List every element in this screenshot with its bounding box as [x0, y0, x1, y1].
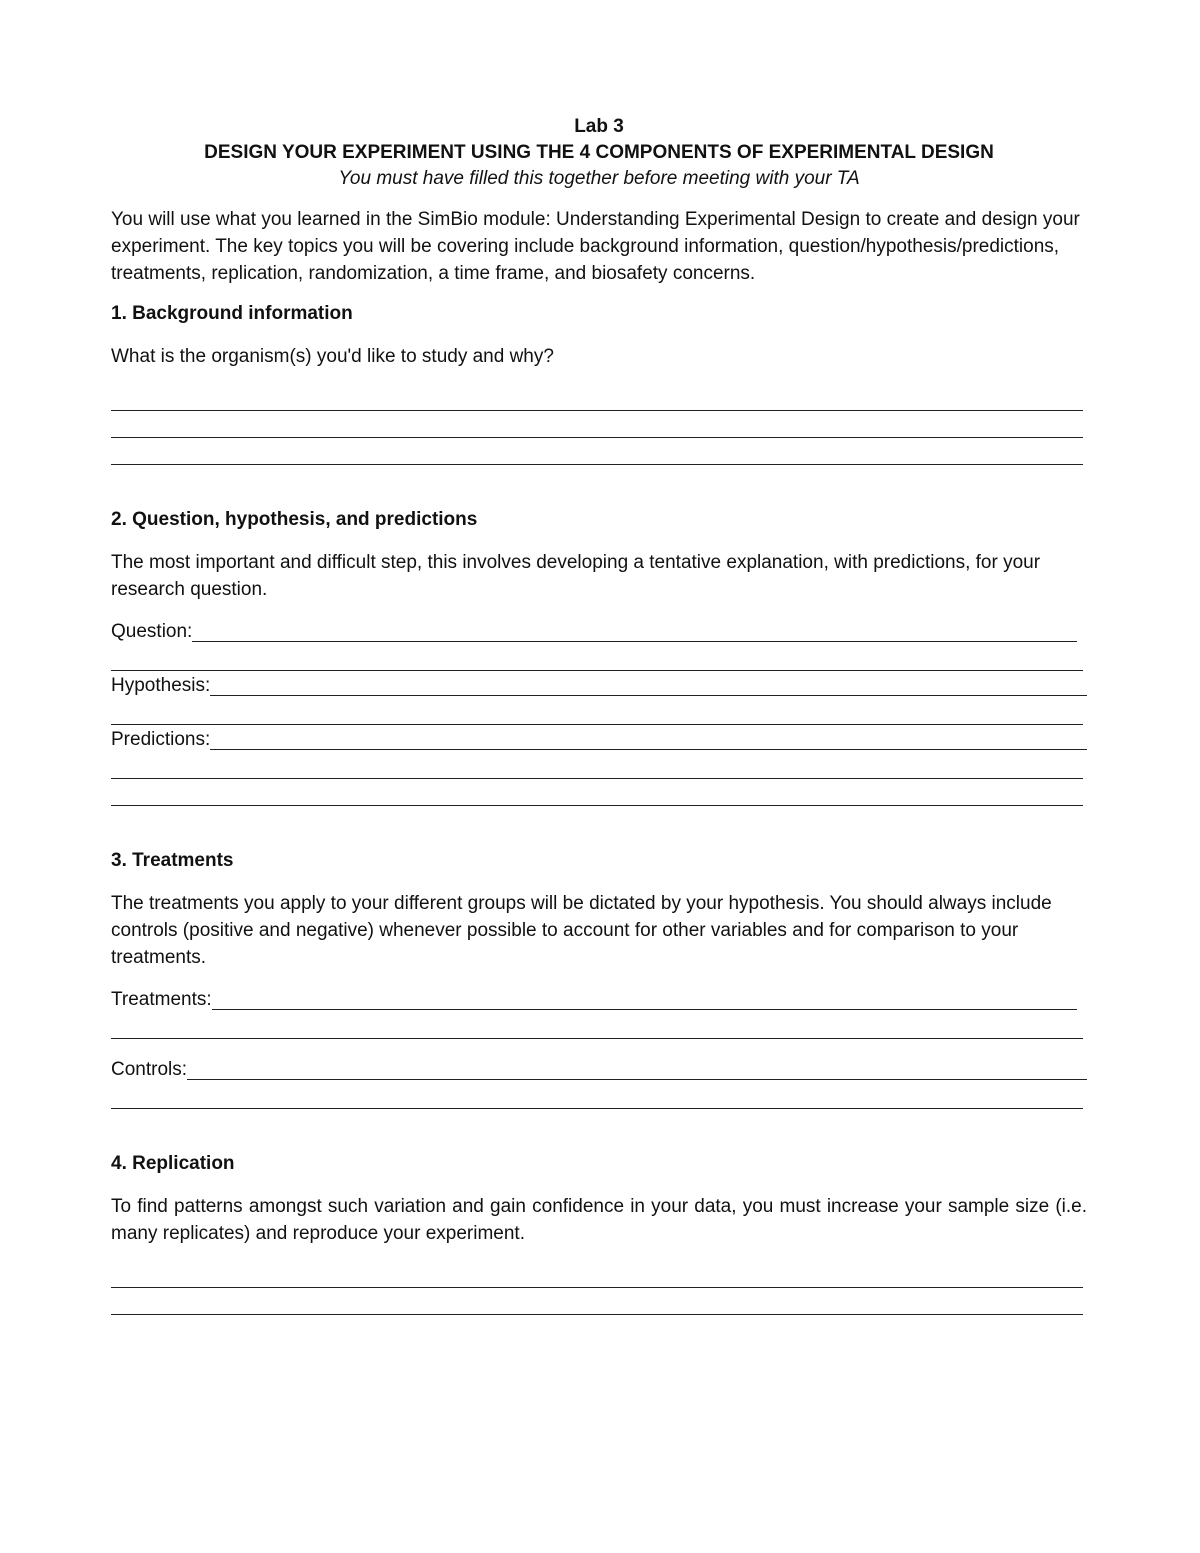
subtitle-note: You must have filled this together before meeting with your TA: [338, 168, 860, 189]
section-background: [111, 301, 1087, 465]
section-heading: 2. Question, hypothesis, and predictions: [111, 509, 478, 530]
section-heading: 1. Background information: [111, 303, 353, 324]
section-heading: 4. Replication: [111, 1153, 235, 1174]
section-replication: [111, 1151, 1087, 1315]
answer-line[interactable]: [111, 1288, 1083, 1315]
main-heading: DESIGN YOUR EXPERIMENT USING THE 4 COMPONENTS OF EXPERIMENTAL DESIGN: [204, 142, 994, 163]
section-prompt: To find patterns amongst such variation and gain confidence in your data, you must increase your sample size (i.e. many replicates) and reproduce your experiment.: [111, 1196, 1087, 1244]
answer-line[interactable]: [111, 752, 1083, 779]
answer-line[interactable]: [111, 384, 1083, 411]
section-heading: 3. Treatments: [111, 850, 234, 871]
section-treatments: [111, 848, 1087, 1109]
answer-line[interactable]: [111, 698, 1083, 725]
intro-paragraph: You will use what you learned in the SimBio module: Understanding Experimental Design to create and design your experiment. The key topics you will be covering include background information, question/hypothesis/predictions, treatments, replication, randomization, a time frame, and biosafety concerns.: [111, 209, 1080, 284]
answer-line[interactable]: [111, 438, 1083, 465]
answer-line[interactable]: [210, 675, 1087, 696]
field-label: Hypothesis:: [111, 675, 211, 696]
section-prompt: The most important and difficult step, this involves developing a tentative explanation, with predictions, for your research question.: [111, 552, 1041, 600]
field-label: Treatments:: [111, 989, 212, 1010]
answer-line[interactable]: [111, 411, 1083, 438]
answer-line[interactable]: [111, 1012, 1083, 1039]
answer-line[interactable]: [212, 989, 1077, 1010]
section-question-hypothesis: [111, 507, 1087, 806]
field-label: Question:: [111, 621, 193, 642]
question-field[interactable]: [111, 617, 1077, 644]
answer-line[interactable]: [210, 729, 1087, 750]
answer-line[interactable]: [111, 1261, 1083, 1288]
answer-line[interactable]: [111, 644, 1083, 671]
treatments-field[interactable]: [111, 985, 1077, 1012]
lab-title: Lab 3: [574, 116, 624, 137]
section-prompt: The treatments you apply to your different groups will be dictated by your hypothesis. You should always include controls (positive and negative) whenever possible to account for other variables and for comparison to your treatments.: [111, 893, 1052, 968]
worksheet-page: [111, 113, 1087, 1315]
answer-line[interactable]: [111, 1082, 1083, 1109]
section-prompt: What is the organism(s) you'd like to study and why?: [111, 346, 554, 367]
predictions-field[interactable]: [111, 725, 1087, 752]
field-label: Controls:: [111, 1059, 188, 1080]
answer-line[interactable]: [192, 621, 1077, 642]
hypothesis-field[interactable]: [111, 671, 1087, 698]
field-label: Predictions:: [111, 729, 211, 750]
answer-line[interactable]: [187, 1059, 1087, 1080]
answer-line[interactable]: [111, 779, 1083, 806]
controls-field[interactable]: [111, 1055, 1087, 1082]
